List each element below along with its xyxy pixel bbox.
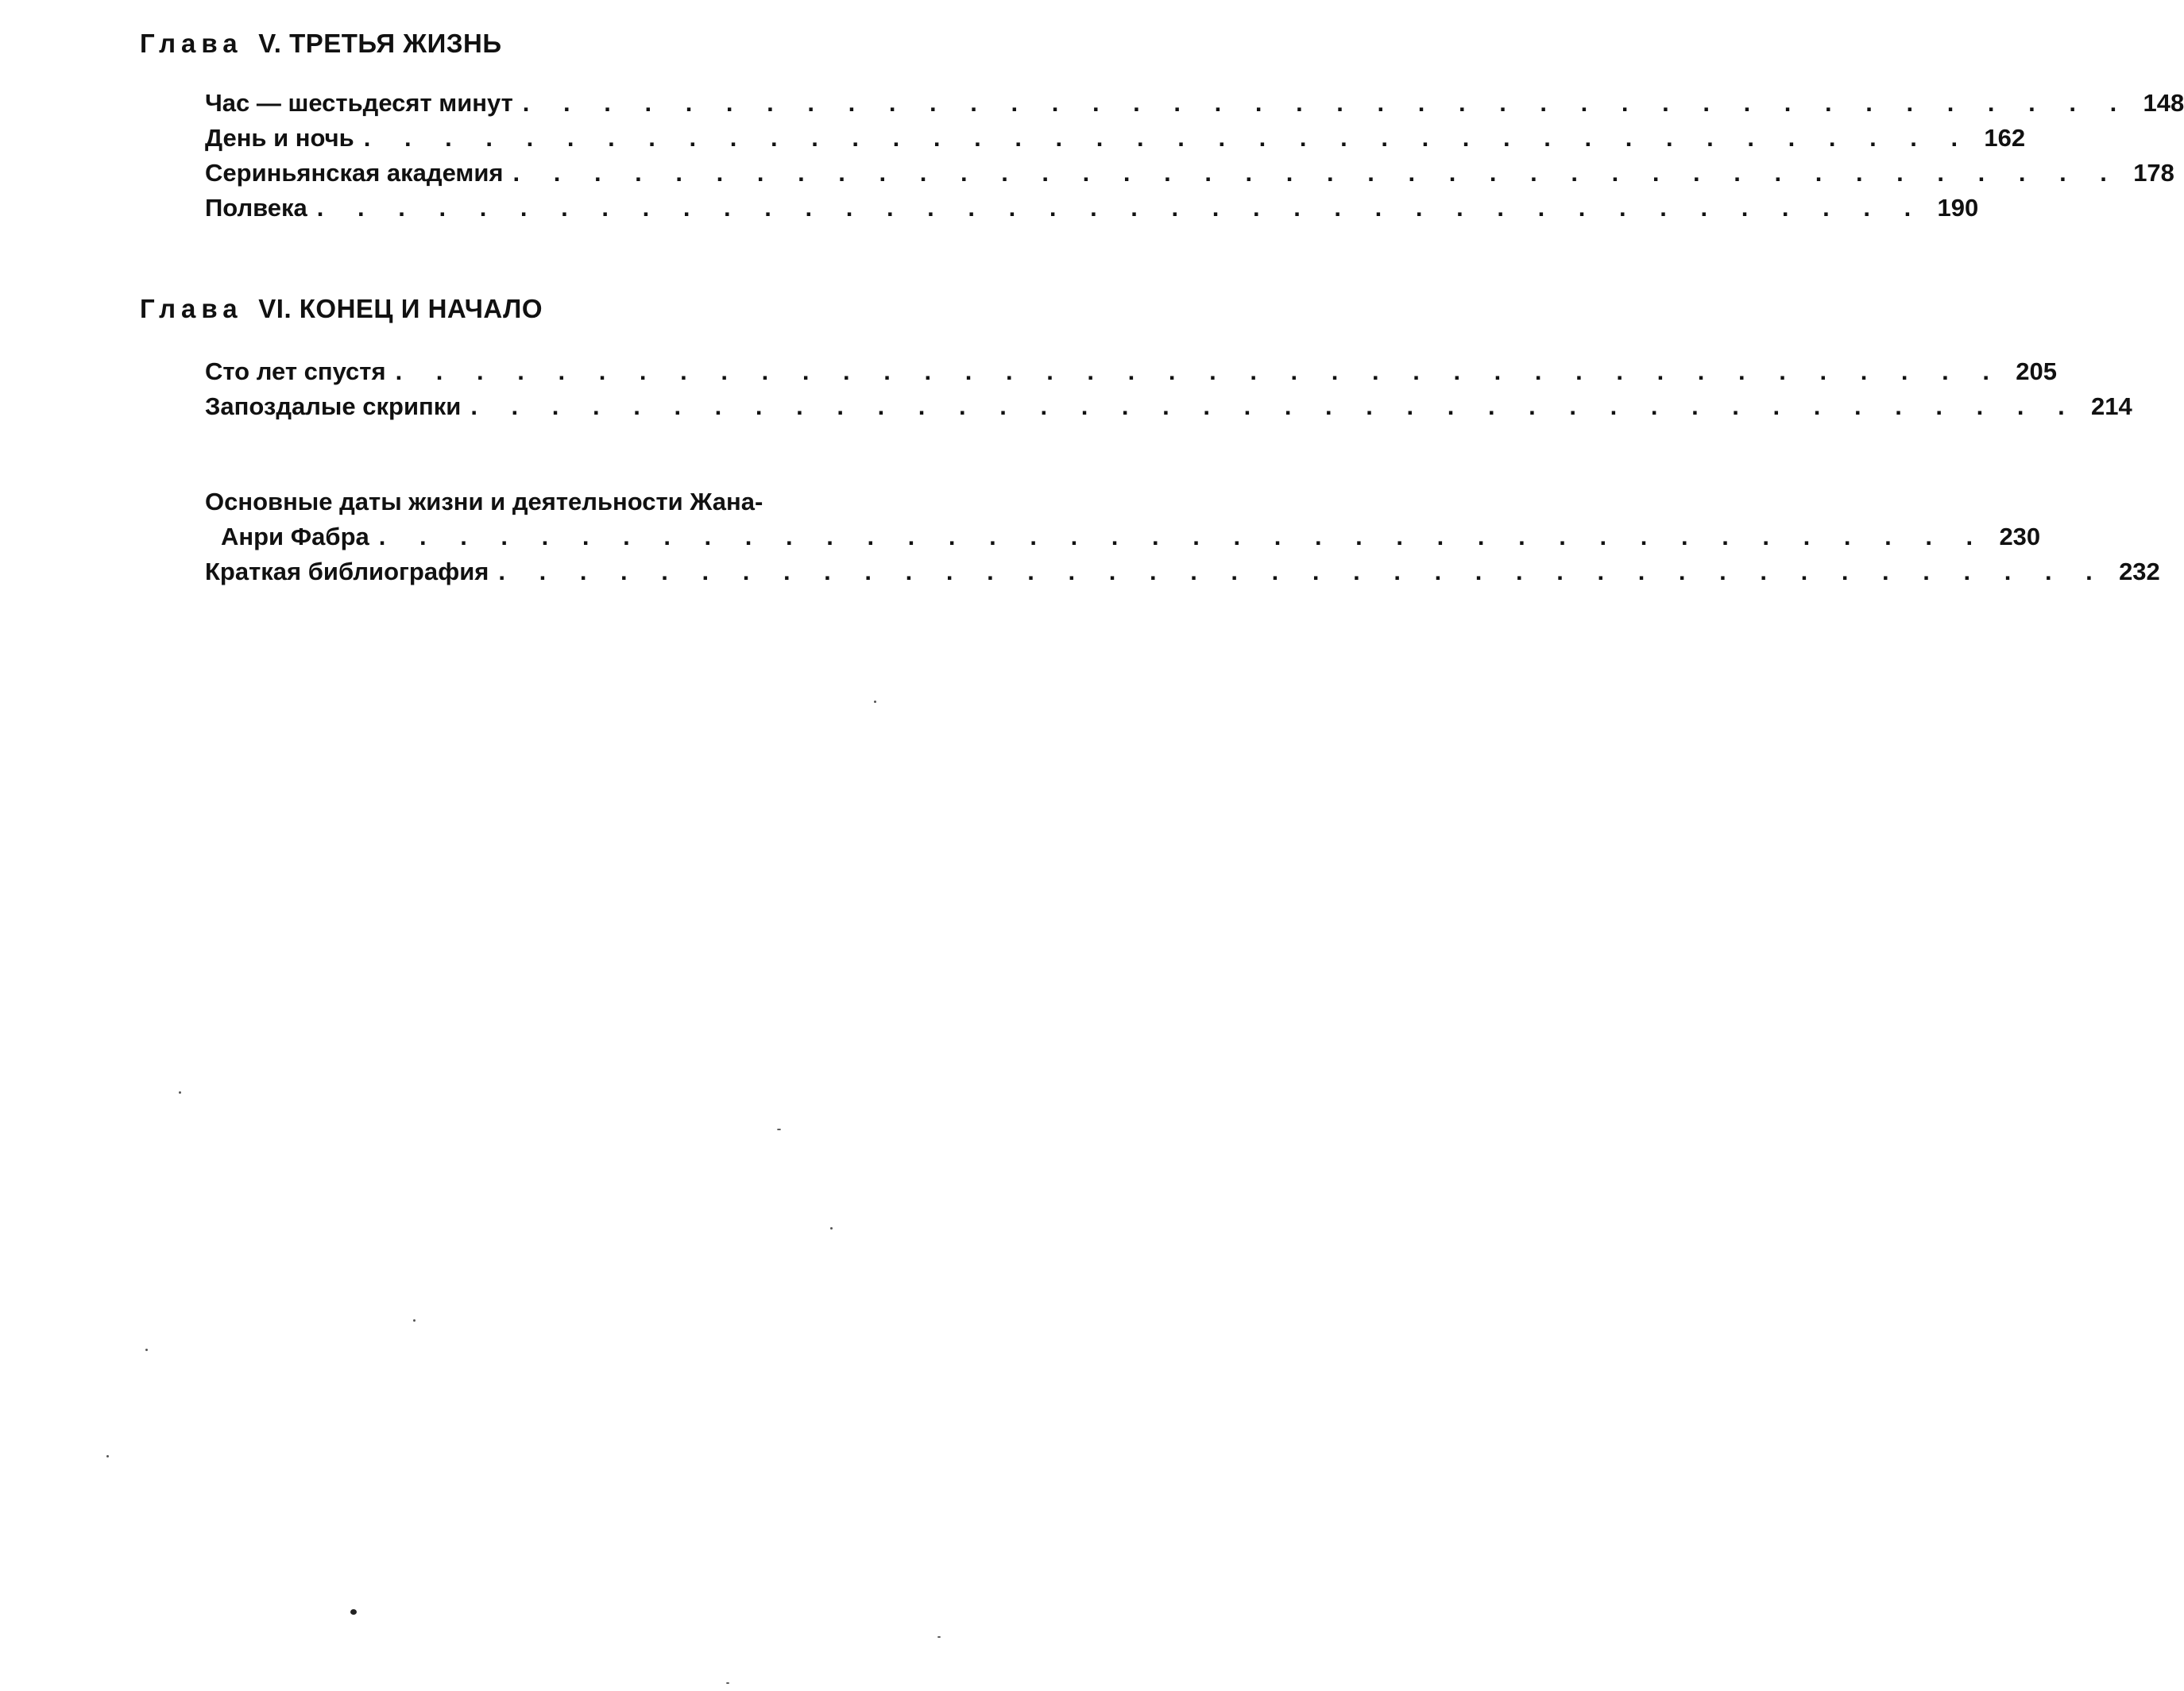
chapter-label: Глава xyxy=(140,294,243,323)
chapter-heading-6 xyxy=(140,294,543,324)
dot-leader: . . . . . . . . . . . . . . . . . . . . . . . . . . . . . . . . . . . . . . . . xyxy=(522,89,2131,117)
chapter-heading-5 xyxy=(140,29,502,59)
entry-page-number: 148 xyxy=(2143,89,2184,117)
chapter-title: V. ТРЕТЬЯ ЖИЗНЬ xyxy=(258,29,502,58)
dot-leader: . . . . . . . . . . . . . . . . . . . . . . . . . . . . . . . . . . . . . . . . xyxy=(395,357,2003,385)
dot-leader: . . . . . . . . . . . . . . . . . . . . . . . . . . . . . . . . . . . . . . . . xyxy=(363,124,1972,152)
scan-speck xyxy=(179,1091,181,1094)
chapter-label: Глава xyxy=(140,29,243,58)
chapter-title: VI. КОНЕЦ И НАЧАЛО xyxy=(258,294,543,323)
toc-entry[interactable] xyxy=(205,159,2174,194)
entry-page-number: 205 xyxy=(2016,357,2057,385)
dot-leader: . . . . . . . . . . . . . . . . . . . . . . . . . . . . . . . . . . . . . . . . xyxy=(316,194,1925,222)
scan-speck xyxy=(937,1636,941,1638)
toc-entry[interactable] xyxy=(205,194,1979,229)
entry-page-number: 232 xyxy=(2119,558,2160,585)
entry-title: Анри Фабра xyxy=(221,523,369,550)
toc-entry-dates[interactable] xyxy=(221,523,2041,558)
entry-page-number: 190 xyxy=(1937,194,1979,222)
toc-entry[interactable] xyxy=(205,124,2026,159)
dot-leader: . . . . . . . . . . . . . . . . . . . . . . . . . . . . . . . . . . . . . . . . xyxy=(512,159,2120,187)
scan-speck xyxy=(413,1319,416,1322)
entry-title: Полвека xyxy=(205,194,307,222)
toc-entry-bibliography[interactable] xyxy=(205,558,2160,593)
scan-speck xyxy=(874,701,876,703)
toc-entry[interactable] xyxy=(205,392,2132,427)
toc-entry[interactable] xyxy=(205,357,2057,392)
entry-title: День и ночь xyxy=(205,124,354,152)
entry-title: Сериньянская академия xyxy=(205,159,504,187)
scan-speck xyxy=(830,1227,833,1230)
toc-entry[interactable] xyxy=(205,89,2184,124)
dot-leader: . . . . . . . . . . . . . . . . . . . . . . . . . . . . . . . . . . . . . . . . xyxy=(498,558,2106,585)
entry-page-number: 178 xyxy=(2133,159,2174,187)
dates-entry-line1[interactable]: Основные даты жизни и деятельности Жана- xyxy=(205,488,763,515)
entry-title: Сто лет спустя xyxy=(205,357,386,385)
scan-speck xyxy=(777,1129,781,1130)
scan-speck xyxy=(106,1455,109,1457)
entry-title: Запоздалые скрипки xyxy=(205,392,462,420)
entry-title: Час — шестьдесят минут xyxy=(205,89,513,117)
dot-leader: . . . . . . . . . . . . . . . . . . . . . . . . . . . . . . . . . . . . . . . . xyxy=(470,392,2078,420)
scan-speck xyxy=(726,1682,729,1684)
entry-title: Краткая библиография xyxy=(205,558,489,585)
scan-speck xyxy=(350,1609,357,1615)
scan-speck xyxy=(145,1349,148,1351)
entry-page-number: 162 xyxy=(1984,124,2026,152)
entry-page-number: 230 xyxy=(1999,523,2041,550)
entry-page-number: 214 xyxy=(2091,392,2132,420)
dot-leader: . . . . . . . . . . . . . . . . . . . . . . . . . . . . . . . . . . . . . . . . xyxy=(378,523,1987,550)
